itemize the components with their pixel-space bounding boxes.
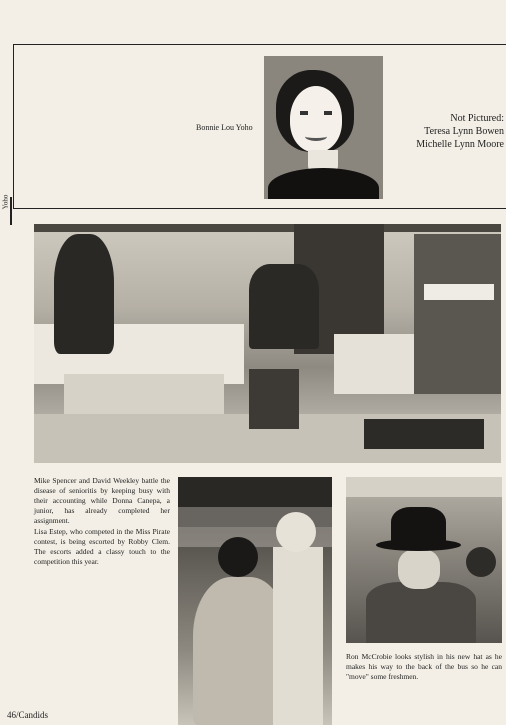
side-rule (10, 197, 12, 225)
photo-region (366, 582, 476, 643)
pageant-caption: Lisa Estep, who competed in the Miss Pirate contest, is being escorted by Robby Clem. The escorts added a classy touch to the competition this year. (34, 527, 170, 566)
photo-region (398, 549, 440, 589)
photo-region (249, 369, 299, 429)
portrait-mouth (305, 132, 327, 141)
photo-region (34, 224, 501, 232)
bus-caption: Ron McCrobie looks stylish in his new hat as he makes his way to the back of the bus so he can "move" some freshmen. (346, 652, 502, 681)
portrait-name: Bonnie Lou Yoho (196, 123, 253, 132)
not-pictured-name: Teresa Lynn Bowen (424, 126, 504, 137)
photo-region (466, 547, 496, 577)
classroom-photo (34, 224, 501, 463)
pageant-photo (178, 477, 332, 725)
photo-region (276, 512, 316, 552)
photo-region (64, 374, 224, 414)
portrait-dress (268, 168, 379, 199)
not-pictured-name: Michelle Lynn Moore (416, 139, 504, 150)
photo-region (376, 539, 461, 551)
portrait-face (290, 86, 342, 152)
bus-photo (346, 477, 502, 643)
photo-region (249, 264, 319, 349)
not-pictured-heading: Not Pictured: (450, 113, 504, 124)
photo-region (346, 477, 502, 497)
side-name-label: Yoho (1, 194, 10, 210)
portrait-eyes (300, 111, 332, 115)
photo-region (54, 234, 114, 354)
photo-region (424, 284, 494, 300)
not-pictured-list (416, 112, 504, 151)
photo-region (218, 537, 258, 577)
photo-region (414, 234, 501, 394)
classroom-caption: Mike Spencer and David Weekley battle the disease of senioritis by keeping busy with their accounting while Donna Canepa, a junior, has already completed her assignment. (34, 476, 170, 525)
photo-region (364, 419, 484, 449)
page-folio: 46/Candids (7, 710, 49, 720)
photo-region (273, 547, 323, 725)
portrait-photo (264, 56, 383, 199)
